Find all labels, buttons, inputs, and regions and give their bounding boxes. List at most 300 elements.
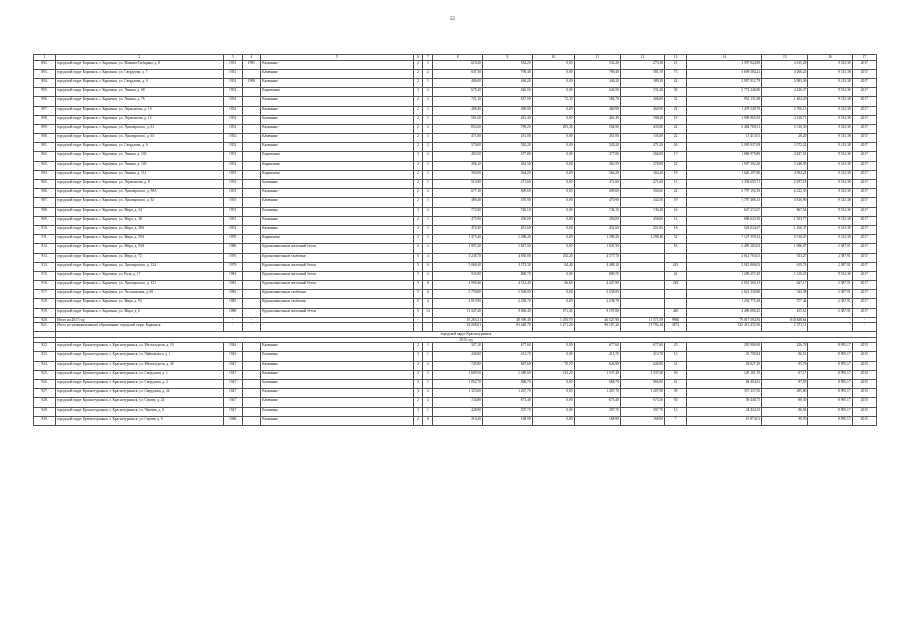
cell: 924. xyxy=(34,361,56,370)
cell: 626,50 xyxy=(574,88,620,97)
table-row xyxy=(34,416,877,425)
cell: 85,76 xyxy=(762,361,808,370)
cell: 1953 xyxy=(223,198,242,207)
cell: городской округ Карпинск, г. Карпинск, ул. Ленина, д. 102 xyxy=(56,152,224,161)
cell: городской округ Карпинск, г. Карпинск, ул. Луначарского, д. 124 xyxy=(56,262,224,271)
cell: 471,00 xyxy=(433,134,483,143)
cell: 433,80 xyxy=(620,124,664,133)
cell: 532,20 xyxy=(483,60,533,69)
cell: 59 827,29 xyxy=(687,361,762,370)
cell: 168,90 xyxy=(620,416,664,425)
cell xyxy=(242,343,261,352)
cell: 460,90 xyxy=(483,106,533,115)
cell: 2 612 763,01 xyxy=(687,253,762,262)
cell: 1 xyxy=(423,161,433,170)
cell: 3 xyxy=(413,389,423,398)
cell: Итого по муниципальному образованию городской округ Карпинск xyxy=(56,323,224,332)
cell: городской округ Карпинск, г. Карпинск, ул. Луначарского, д. 121 xyxy=(56,281,224,290)
cell: 461,40 xyxy=(483,115,533,124)
cell: 8 xyxy=(423,416,433,425)
cell: 293,30 xyxy=(532,124,574,133)
cell: 19 xyxy=(665,198,687,207)
cell: 2 xyxy=(423,189,433,198)
cell: 1 xyxy=(423,170,433,179)
cell: 498,40 xyxy=(433,106,483,115)
cell: 2017 xyxy=(852,143,876,152)
cell: 8 995,17 xyxy=(808,389,852,398)
cell: 2 xyxy=(413,78,423,87)
cell: 4 447,80 xyxy=(574,281,620,290)
cell: Каменные xyxy=(261,207,413,216)
cell: 912. xyxy=(34,244,56,253)
cell: 0,00 xyxy=(532,398,574,407)
cell: 5 759,80 xyxy=(433,290,483,299)
cell: 1 404,29 xyxy=(762,97,808,106)
cell: 1953 xyxy=(223,180,242,189)
cell: 8 995,17 xyxy=(808,407,852,416)
cell: 1 394 695,71 xyxy=(687,180,762,189)
table-row xyxy=(34,198,877,207)
cell: 34 424,35 xyxy=(687,407,762,416)
cell: Каменные xyxy=(261,180,413,189)
cell: 17 784,20 xyxy=(620,323,664,332)
cell: 0,00 xyxy=(532,216,574,225)
cell xyxy=(620,290,664,299)
cell: 2017 xyxy=(852,69,876,78)
cell: 2015 xyxy=(852,398,876,407)
cell: 52 xyxy=(665,235,687,244)
cell: 2 xyxy=(423,152,433,161)
cell: 890,70 xyxy=(483,271,533,280)
cell: 59 448,75 xyxy=(687,398,762,407)
cell: 1986 xyxy=(223,244,242,253)
cell: 918. xyxy=(34,299,56,308)
cell: 2015 xyxy=(852,389,876,398)
cell: 2017 xyxy=(852,225,876,234)
cell: - xyxy=(852,317,876,322)
cell: Каменные xyxy=(261,189,413,198)
cell: 1998 xyxy=(242,78,261,87)
cell: 17 xyxy=(665,152,687,161)
cell: городской округ Карпинск, г. Карпинск, ул. Ленина, д. 76 xyxy=(56,97,224,106)
cell: 968,70 xyxy=(483,379,533,388)
cell: 1981 xyxy=(223,271,242,280)
cell: 1 310,25 xyxy=(762,271,808,280)
cell: 3 609 584,21 xyxy=(687,69,762,78)
cell: 1 xyxy=(423,216,433,225)
cell: 9 313,38 xyxy=(808,88,852,97)
cell: 2 xyxy=(423,88,433,97)
cell: 2017 xyxy=(852,180,876,189)
cell: 2015 xyxy=(852,416,876,425)
table-row xyxy=(34,60,877,69)
cell: 13 413,01 xyxy=(687,134,762,143)
cell: 4 310,71 xyxy=(762,115,808,124)
cell: 895. xyxy=(34,88,56,97)
cell: 4 830,00 xyxy=(483,253,533,262)
cell: 4 947,01 xyxy=(762,152,808,161)
table-row xyxy=(34,308,877,317)
cell: 3 xyxy=(223,55,242,61)
cell: 2 xyxy=(413,115,423,124)
cell: 129 101,70 xyxy=(687,370,762,379)
cell: 364,20 xyxy=(574,170,620,179)
table-row xyxy=(34,389,877,398)
cell: 3 021 330,80 xyxy=(687,290,762,299)
cell: Каменные xyxy=(261,361,413,370)
cell: 471,60 xyxy=(574,180,620,189)
cell: 2 929 937,08 xyxy=(687,143,762,152)
cell: 460,90 xyxy=(620,106,664,115)
cell: 2 xyxy=(423,207,433,216)
cell: Каменные xyxy=(261,216,413,225)
cell: 2 xyxy=(423,361,433,370)
cell: 920. xyxy=(34,317,56,322)
cell xyxy=(242,253,261,262)
cell: 84,40 xyxy=(532,262,574,271)
cell: 1 209 257,49 xyxy=(687,271,762,280)
cell: 9 313,38 xyxy=(808,216,852,225)
cell: 0,00 xyxy=(532,78,574,87)
cell: 2 772 246,80 xyxy=(687,88,762,97)
cell: 266,00 xyxy=(620,152,664,161)
cell: 84 404,81 xyxy=(687,379,762,388)
cell: Итого на 2017 год xyxy=(56,317,224,322)
cell: Каменные xyxy=(261,407,413,416)
cell xyxy=(242,271,261,280)
cell xyxy=(242,143,261,152)
cell: 0,00 xyxy=(532,235,574,244)
cell: 2017 xyxy=(852,308,876,317)
cell: 446,20 xyxy=(483,78,533,87)
cell: 5 xyxy=(413,290,423,299)
cell: 458,00 xyxy=(620,216,664,225)
table-row xyxy=(34,97,877,106)
cell: 16 874,01 xyxy=(687,416,762,425)
cell: 451,60 xyxy=(483,225,533,234)
cell: 389,20 xyxy=(620,78,664,87)
cell: 892. xyxy=(34,60,56,69)
cell: 5 xyxy=(413,262,423,271)
table-row xyxy=(34,299,877,308)
cell: 2017 xyxy=(852,235,876,244)
cell: 363,50 xyxy=(483,161,533,170)
cell: Кирпичные xyxy=(261,88,413,97)
cell: 790,40 xyxy=(574,69,620,78)
cell: 1 xyxy=(423,407,433,416)
cell: 31 xyxy=(665,361,687,370)
cell: 2 xyxy=(413,170,423,179)
cell: 1952 xyxy=(223,115,242,124)
cell: 677,60 xyxy=(483,343,533,352)
cell: 3 797 192,39 xyxy=(687,189,762,198)
table-row xyxy=(34,244,877,253)
cell: 8 995,17 xyxy=(808,379,852,388)
cell: 902. xyxy=(34,152,56,161)
cell: 8 995,17 xyxy=(808,352,852,361)
cell: 35 790,84 xyxy=(687,352,762,361)
cell: 9 313,38 xyxy=(808,115,852,124)
cell: 904. xyxy=(34,170,56,179)
cell: 1944 xyxy=(223,343,242,352)
table-row xyxy=(34,106,877,115)
cell: 2 387,91 xyxy=(808,244,852,253)
cell: 2 238,70 xyxy=(574,299,620,308)
cell: 1979 xyxy=(223,262,242,271)
cell: Каменные xyxy=(261,97,413,106)
cell: 1952 xyxy=(223,88,242,97)
cell: 8 xyxy=(433,55,483,61)
cell: городской округ Краснотурьинск, г. Краснотурьинск, ул. Серова, д. 9 xyxy=(56,416,224,425)
cell: 890,70 xyxy=(574,271,620,280)
cell: 905. xyxy=(34,180,56,189)
cell: - xyxy=(808,323,852,332)
cell: 1 292 775,38 xyxy=(687,299,762,308)
cell: 0,00 xyxy=(532,189,574,198)
cell: Крупнопанельные железный бетон xyxy=(261,244,413,253)
cell: - xyxy=(852,323,876,332)
cell xyxy=(242,189,261,198)
cell: Кирпичные xyxy=(261,152,413,161)
cell: 440 xyxy=(665,308,687,317)
cell: 28,20 xyxy=(762,134,808,143)
cell: 1948 xyxy=(223,416,242,425)
cell: городской округ Карпинск, г. Карпинск, ул. Ленина, д. 105 xyxy=(56,161,224,170)
cell: 2 387,91 xyxy=(808,290,852,299)
table-row xyxy=(34,115,877,124)
cell: 2 xyxy=(413,88,423,97)
cell: 2 xyxy=(413,134,423,143)
cell: 626,90 xyxy=(620,361,664,370)
cell: 1 xyxy=(423,78,433,87)
cell: 79 017 592,84 xyxy=(687,317,762,322)
cell: Крупнопанельные железный бетон xyxy=(261,262,413,271)
cell: городской округ Карпинск, г. Карпинск, ул. Луначарского, д. 92 xyxy=(56,198,224,207)
cell: 486,00 xyxy=(433,78,483,87)
cell: 531,40 xyxy=(620,88,664,97)
cell: 520,20 xyxy=(483,143,533,152)
cell: 1 207,90 xyxy=(620,389,664,398)
cell: 397,70 xyxy=(620,407,664,416)
cell: 2 xyxy=(413,97,423,106)
cell: 2017 xyxy=(852,281,876,290)
cell: 1 325,60 xyxy=(433,389,483,398)
cell: 2 xyxy=(423,69,433,78)
cell: 5 xyxy=(413,253,423,262)
cell: 1 298,40 xyxy=(620,235,664,244)
cell: 2017 xyxy=(852,262,876,271)
cell: 1952 xyxy=(223,134,242,143)
cell: 9 313,38 xyxy=(808,69,852,78)
cell: городской округ Краснотурьинск, г. Краснотурьинск, ул. Свердлова, д. 22 xyxy=(56,389,224,398)
cell: 13 xyxy=(665,407,687,416)
cell: 19 xyxy=(665,115,687,124)
cell: 2017 xyxy=(852,170,876,179)
cell xyxy=(242,370,261,379)
cell: 917. xyxy=(34,290,56,299)
cell xyxy=(242,361,261,370)
cell: 1988 xyxy=(223,308,242,317)
cell: городской округ Карпинск, г. Карпинск, ул. Мамина-Сибиряка, д. 8 xyxy=(56,60,224,69)
cell: 2017 xyxy=(852,216,876,225)
cell: 0,00 xyxy=(532,152,574,161)
cell: 0,00 xyxy=(532,416,574,425)
cell: 471,60 xyxy=(483,180,533,189)
cell: Каменные xyxy=(261,60,413,69)
cell xyxy=(242,244,261,253)
cell: 2015 xyxy=(852,370,876,379)
cell: 671,40 xyxy=(532,308,574,317)
cell: 724,80 xyxy=(433,398,483,407)
cell: городской округ Карпинск, г. Карпинск, ул. Ленина, д. 112 xyxy=(56,170,224,179)
cell: 46 527,90 xyxy=(574,317,620,322)
cell: 99,59 xyxy=(762,416,808,425)
cell: 273,30 xyxy=(620,60,664,69)
table-row xyxy=(34,370,877,379)
table-row xyxy=(34,290,877,299)
cell: 1 626 197,80 xyxy=(687,170,762,179)
cell xyxy=(242,115,261,124)
cell xyxy=(620,281,664,290)
cell: 913. xyxy=(34,253,56,262)
cell: 70,70 xyxy=(532,361,574,370)
cell: 1 xyxy=(423,198,433,207)
cell xyxy=(242,97,261,106)
cell: городской округ Карпинск, г. Карпинск, ул. Свердлова, д. 7 xyxy=(56,69,224,78)
cell: 1 480,60 xyxy=(483,370,533,379)
cell: 2 238,70 xyxy=(483,299,533,308)
cell: 790,40 xyxy=(483,69,533,78)
cell: 626,90 xyxy=(574,361,620,370)
cell: 0,00 xyxy=(532,271,574,280)
cell: городской округ Карпинск, г. Карпинск, ул. Лермонтова, д. 12 xyxy=(56,115,224,124)
cell: 9 313,38 xyxy=(808,143,852,152)
cell: 906. xyxy=(34,189,56,198)
cell: 1 xyxy=(423,352,433,361)
cell: Каменные xyxy=(261,143,413,152)
cell: 0,00 xyxy=(532,180,574,189)
cell: 432,50 xyxy=(620,198,664,207)
cell: 2017 xyxy=(852,152,876,161)
cell: 925. xyxy=(34,370,56,379)
cell: 2 xyxy=(413,106,423,115)
cell xyxy=(620,271,664,280)
cell: 2 706,15 xyxy=(762,106,808,115)
cell: 1 478 549,70 xyxy=(687,106,762,115)
cell: 893. xyxy=(34,69,56,78)
cell: 9 313,38 xyxy=(808,152,852,161)
cell: 471,20 xyxy=(620,143,664,152)
cell: 501,60 xyxy=(433,115,483,124)
table-row xyxy=(34,134,877,143)
cell: 5 310,30 xyxy=(762,124,808,133)
cell: 4 426,37 xyxy=(762,88,808,97)
cell: 810 838,64 xyxy=(762,317,808,322)
cell: Крупнопанельные глыбовые xyxy=(261,253,413,262)
cell: 5 xyxy=(261,55,413,61)
cell: 524 024,67 xyxy=(687,225,762,234)
cell xyxy=(242,308,261,317)
cell: 5 xyxy=(413,308,423,317)
cell: 2017 xyxy=(852,253,876,262)
cell: 451,00 xyxy=(483,134,533,143)
cell: - xyxy=(808,317,852,322)
cell: 11 347,40 xyxy=(433,308,483,317)
cell xyxy=(242,407,261,416)
cell: 2017 xyxy=(852,106,876,115)
cell: 14 xyxy=(687,55,762,61)
cell: - xyxy=(223,323,242,332)
cell: 867,54 xyxy=(762,207,808,216)
cell: Каменные xyxy=(261,115,413,124)
cell: 5 248,95 xyxy=(762,161,808,170)
cell: 455,61 xyxy=(762,308,808,317)
cell xyxy=(242,290,261,299)
cell: 1 908 965,55 xyxy=(687,115,762,124)
cell: 609,60 xyxy=(574,189,620,198)
cell: 461,40 xyxy=(574,115,620,124)
cell: 1 397 924,89 xyxy=(687,60,762,69)
cell: 9 197,00 xyxy=(574,308,620,317)
cell: 1951 xyxy=(223,69,242,78)
cell: 1951 xyxy=(223,78,242,87)
cell: 2 xyxy=(413,198,423,207)
cell: городской округ Карпинск, г. Карпинск, ул. Мира, д. 6 xyxy=(56,308,224,317)
cell: 9 313,38 xyxy=(808,60,852,69)
cell: 2 xyxy=(413,143,423,152)
cell: 746,10 xyxy=(483,207,533,216)
cell: 5 xyxy=(413,271,423,280)
cell: 914. xyxy=(34,262,56,271)
table-row xyxy=(34,88,877,97)
cell: 80 107,20 xyxy=(574,323,620,332)
cell: 3 615,28 xyxy=(762,60,808,69)
cell: 2 xyxy=(423,271,433,280)
cell: 1953 xyxy=(223,189,242,198)
cell: 168,90 xyxy=(483,416,533,425)
cell: 2017 xyxy=(852,189,876,198)
cell: 9 313,38 xyxy=(808,207,852,216)
cell: 2017 xyxy=(852,207,876,216)
cell: Кирпичные xyxy=(261,170,413,179)
table-row xyxy=(34,235,877,244)
cell: 92 068,81 xyxy=(433,323,483,332)
cell: 0,00 xyxy=(532,69,574,78)
cell: 9 313,38 xyxy=(808,106,852,115)
cell: 2017 xyxy=(852,134,876,143)
table-row xyxy=(34,189,877,198)
cell: 11 571,30 xyxy=(620,317,664,322)
cell: - xyxy=(413,317,423,322)
cell: городской округ Карпинск, г. Карпинск, ул. Мира, д. 38 xyxy=(56,216,224,225)
cell: 413,70 xyxy=(620,352,664,361)
cell: 2 499 282,03 xyxy=(687,244,762,253)
cell xyxy=(242,235,261,244)
cell xyxy=(242,299,261,308)
cell: 4 266,23 xyxy=(762,69,808,78)
cell: 0,00 xyxy=(532,106,574,115)
cell: 1945 xyxy=(223,352,242,361)
cell: 2 831 360,15 xyxy=(687,281,762,290)
cell: 1947 xyxy=(223,389,242,398)
cell: 619,76 xyxy=(762,262,808,271)
cell: 17 xyxy=(852,55,876,61)
cell: 4 572,50 xyxy=(483,262,533,271)
cell: 9 313,38 xyxy=(808,78,852,87)
cell xyxy=(242,398,261,407)
cell: 397,70 xyxy=(574,407,620,416)
cell: 2017 xyxy=(852,244,876,253)
